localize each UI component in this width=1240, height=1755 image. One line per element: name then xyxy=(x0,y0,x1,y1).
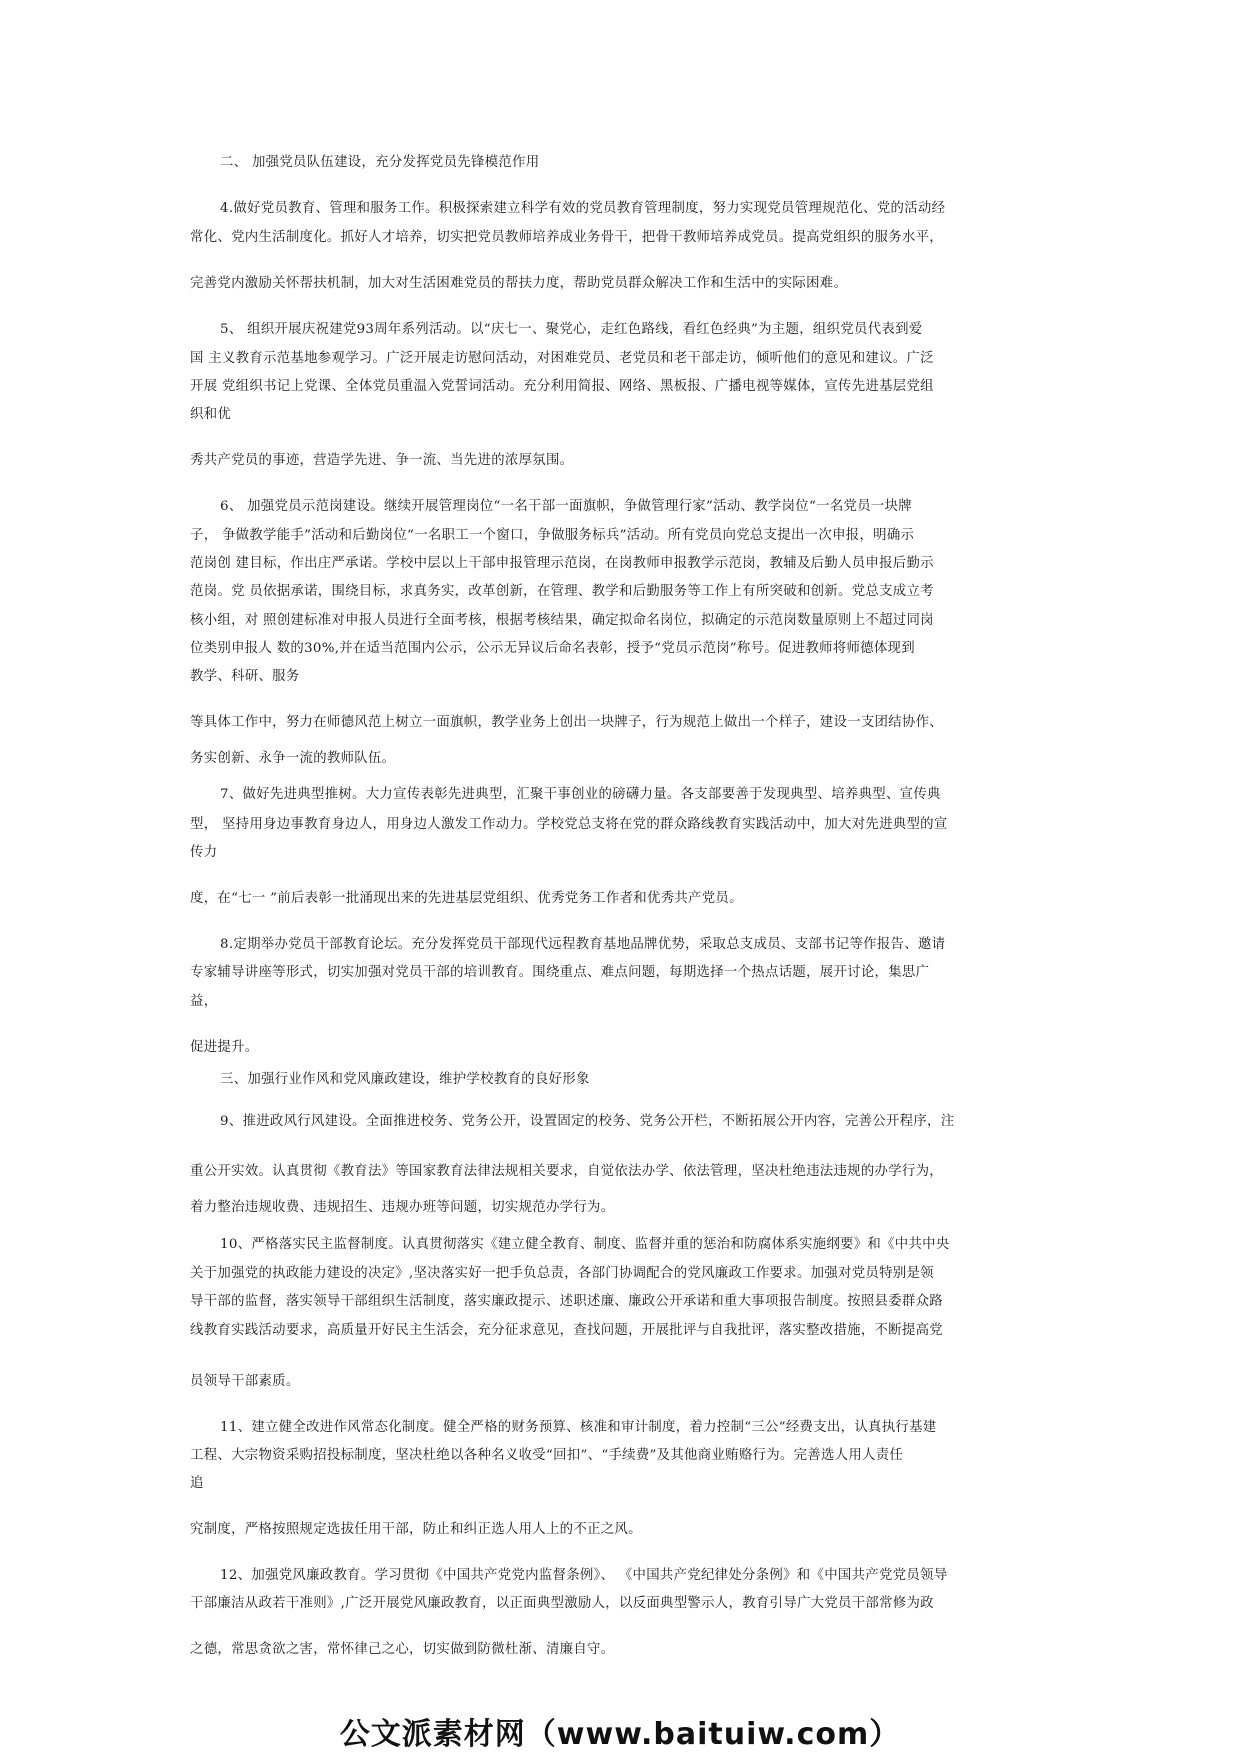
text-line: 12、加强党风廉政教育。学习贯彻《中国共产党党内监督条例》、 《中国共产党纪律处分条例》和《中国共产党党员领导 xyxy=(220,1568,948,1583)
text-line: 度，在“七一 ”前后表彰一批涌现出来的先进基层党组织、优秀党务工作者和优秀共产党员。 xyxy=(190,891,743,906)
text-line: 织和优 xyxy=(190,407,232,422)
text-line: 位类别申报人 数的30%,并在适当范围内公示，公示无异议后命名表彰，授予“党员示范岗”称号。促进教师将师德体现到 xyxy=(190,641,915,656)
text-line: 线教育实践活动要求，高质量开好民主生活会，充分征求意见，查找问题，开展批评与自我批评，落实整改措施，不断提高党 xyxy=(190,1323,943,1338)
text-line: 务实创新、永争一流的教师队伍。 xyxy=(190,751,396,766)
text-line: 二、 加强党员队伍建设，充分发挥党员先锋模范作用 xyxy=(220,155,540,170)
text-line: 关于加强党的执政能力建设的决定》,坚决落实好一把手负总责，各部门协调配合的党风廉政工作要求。加强对党员特别是领 xyxy=(190,1266,934,1281)
text-line: 究制度，严格按照规定选拔任用干部，防止和纠正选人用人上的不正之风。 xyxy=(190,1522,642,1537)
text-line: 9、推进政风行风建设。全面推进校务、党务公开，设置固定的校务、党务公开栏，不断拓展公开内容，完善公开程序，注 xyxy=(220,1114,955,1129)
text-line: 三、加强行业作风和党风廉政建设，维护学校教育的良好形象 xyxy=(220,1072,590,1087)
text-line: 5、 组织开展庆祝建党93周年系列活动。以“庆七一、聚党心，走红色路线，看红色经典”为主题，组织党员代表到爱 xyxy=(220,322,923,337)
text-line: 7、做好先进典型推树。大力宣传表彰先进典型，汇聚干事创业的磅礴力量。各支部要善于发现典型、培养典型、宣传典 xyxy=(220,787,941,802)
text-line: 员领导干部素质。 xyxy=(190,1374,300,1389)
text-line: 干部廉洁从政若干准则》,广泛开展党风廉政教育，以正面典型激励人，以反面典型警示人，教育引导广大党员干部常修为政 xyxy=(190,1596,934,1611)
text-line: 10、严格落实民主监督制度。认真贯彻落实《建立健全教育、制度、监督并重的惩治和防腐体系实施纲要》和《中共中央 xyxy=(220,1237,950,1252)
text-line: 范岗。党 员依据承诺，围绕目标，求真务实，改革创新，在管理、教学和后勤服务等工作上有所突破和创新。党总支成立考 xyxy=(190,584,934,599)
text-line: 子， 争做教学能手”活动和后勤岗位“一名职工一个窗口，争做服务标兵”活动。所有党员向党总支提出一次申报，明确示 xyxy=(190,528,915,543)
text-line: 核小组，对 照创建标准对申报人员进行全面考核，根据考核结果，确定拟命名岗位，拟确定的示范岗数量原则上不超过同岗 xyxy=(190,613,934,628)
text-line: 开展 党组织书记上党课、全体党员重温入党誓词活动。充分利用简报、网络、黑板报、广播电视等媒体，宣传先进基层党组 xyxy=(190,379,934,394)
text-line: 常化、党内生活制度化。抓好人才培养，切实把党员教师培养成业务骨干，把骨干教师培养成党员。提高党组织的服务水平， xyxy=(190,230,943,245)
text-line: 11、建立健全改进作风常态化制度。健全严格的财务预算、核准和审计制度，着力控制“三公”经费支出，认真执行基建 xyxy=(220,1420,937,1435)
text-line: 导干部的监督，落实领导干部组织生活制度，落实廉政提示、述职述廉、廉政公开承诺和重大事项报告制度。按照县委群众路 xyxy=(190,1294,943,1309)
text-line: 工程、大宗物资采购招投标制度，坚决杜绝以各种名义收受“回扣”、“手续费”及其他商业贿赂行为。完善选人用人责任 xyxy=(190,1448,904,1463)
text-line: 重公开实效。认真贯彻《教育法》等国家教育法律法规相关要求，自觉依法办学、依法管理，坚决杜绝违法违规的办学行为， xyxy=(190,1164,943,1179)
text-line: 追 xyxy=(190,1476,204,1491)
text-line: 促进提升。 xyxy=(190,1040,259,1055)
text-line: 完善党内激励关怀帮扶机制，加大对生活困难党员的帮扶力度，帮助党员群众解决工作和生活中的实际困难。 xyxy=(190,276,848,291)
text-line: 益， xyxy=(190,994,218,1009)
text-line: 秀共产党员的事迹，营造学先进、争一流、当先进的浓厚氛围。 xyxy=(190,453,574,468)
text-line: 国 主义教育示范基地参观学习。广泛开展走访慰问活动，对困难党员、老党员和老干部走访，倾听他们的意见和建议。广泛 xyxy=(190,351,934,366)
text-line: 8.定期举办党员干部教育论坛。充分发挥党员干部现代远程教育基地品牌优势，采取总支成员、支部书记等作报告、邀请 xyxy=(220,937,946,952)
text-line: 教学、科研、服务 xyxy=(190,669,300,684)
text-line: 专家辅导讲座等形式，切实加强对党员干部的培训教育。围绕重点、难点问题，每期选择一个热点话题，展开讨论，集思广 xyxy=(190,965,930,980)
text-line: 着力整治违规收费、违规招生、违规办班等问题，切实规范办学行为。 xyxy=(190,1200,615,1215)
text-line: 范岗创 建目标，作出庄严承诺。学校中层以上干部申报管理示范岗，在岗教师申报教学示范岗，教辅及后勤人员申报后勤示 xyxy=(190,556,934,571)
footer-watermark: 公文派素材网（www.baituiw.com） xyxy=(339,1717,901,1752)
text-line: 传力 xyxy=(190,845,218,860)
text-line: 4.做好党员教育、管理和服务工作。积极探索建立科学有效的党员教育管理制度，努力实现党员管理规范化、党的活动经 xyxy=(220,201,946,216)
text-line: 之德，常思贪欲之害，常怀律己之心，切实做到防微杜渐、清廉自守。 xyxy=(190,1642,615,1657)
text-line: 等具体工作中，努力在师德风范上树立一面旗帜，教学业务上创出一块牌子，行为规范上做出一个样子，建设一支团结协作、 xyxy=(190,715,943,730)
text-line: 型， 坚持用身边事教育身边人，用身边人激发工作动力。学校党总支将在党的群众路线教育实践活动中，加大对先进典型的宣 xyxy=(190,817,948,832)
text-line: 6、 加强党员示范岗建设。继续开展管理岗位“一名干部一面旗帜，争做管理行家”活动、教学岗位“一名党员一块牌 xyxy=(220,499,912,514)
